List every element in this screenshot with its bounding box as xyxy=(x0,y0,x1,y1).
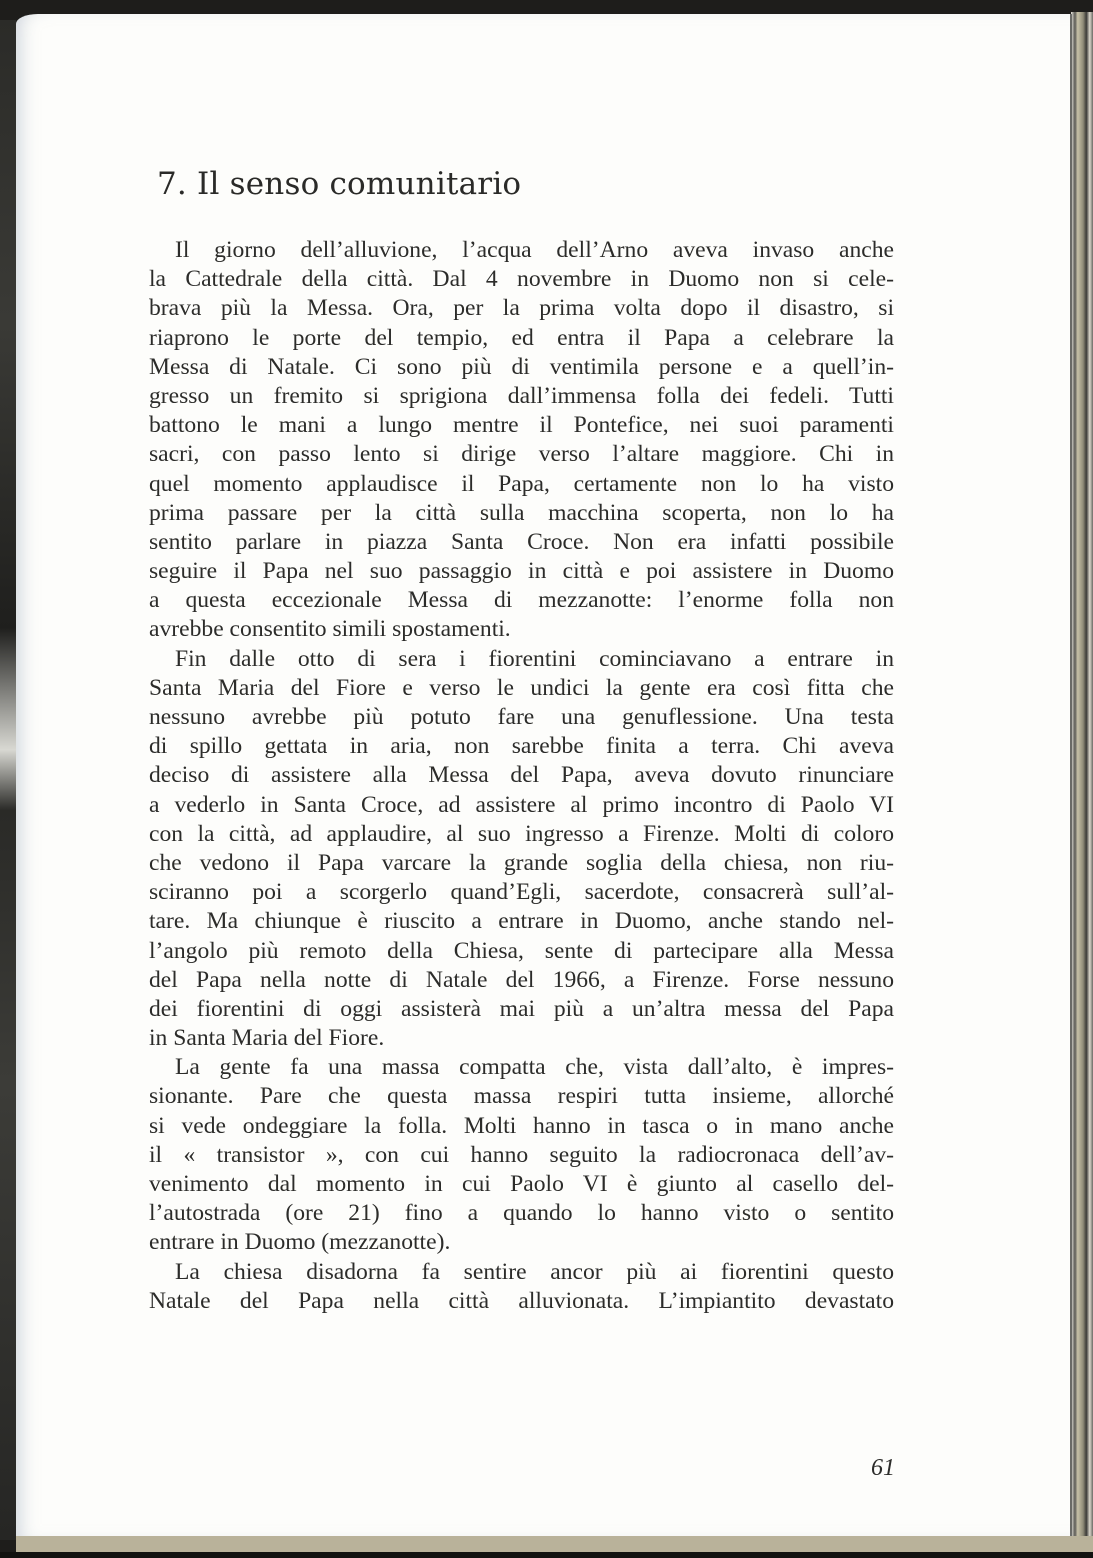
facing-page-edge xyxy=(0,20,16,1540)
text-line: seguire il Papa nel suo passaggio in città e poi assistere in Duomo xyxy=(149,558,894,585)
text-line: riaprono le porte del tempio, ed entra il Papa a celebrare la xyxy=(149,324,894,351)
paragraph xyxy=(149,236,894,645)
text-line: sentito parlare in piazza Santa Croce. Non era infatti possibile xyxy=(149,528,894,555)
text-line: dei fiorentini di oggi assisterà mai più a un’altra messa del Papa xyxy=(149,995,894,1022)
body-text xyxy=(149,236,894,1316)
text-line: sionante. Pare che questa massa respiri tutta insieme, allorché xyxy=(149,1083,894,1110)
text-line: Santa Maria del Fiore e verso le undici la gente era così fitta che xyxy=(149,674,894,701)
text-line: del Papa nella notte di Natale del 1966, a Firenze. Forse nessuno xyxy=(149,966,894,993)
text-line: Fin dalle otto di sera i fiorentini cominciavano a entrare in xyxy=(175,645,894,672)
paragraph xyxy=(149,645,894,1054)
text-line: a vederlo in Santa Croce, ad assistere al primo incontro di Paolo VI xyxy=(149,791,894,818)
text-line: Messa di Natale. Ci sono più di ventimila persone e a quell’in- xyxy=(149,353,894,380)
text-line: tare. Ma chiunque è riuscito a entrare in Duomo, anche stando nel- xyxy=(149,908,894,935)
paragraph xyxy=(149,1258,894,1316)
text-line: il « transistor », con cui hanno seguito la radiocronaca dell’av- xyxy=(149,1141,894,1168)
text-line: sacri, con passo lento si dirige verso l’altare maggiore. Chi in xyxy=(149,441,894,468)
text-line: brava più la Messa. Ora, per la prima volta dopo il disastro, si xyxy=(149,295,894,322)
text-line: che vedono il Papa varcare la grande soglia della chiesa, non riu- xyxy=(149,849,894,876)
text-line: la Cattedrale della città. Dal 4 novembre in Duomo non si cele- xyxy=(149,266,894,293)
text-line: La gente fa una massa compatta che, vista dall’alto, è impres- xyxy=(175,1054,894,1081)
text-line: si vede ondeggiare la folla. Molti hanno in tasca o in mano anche xyxy=(149,1112,894,1139)
chapter-title: 7. Il senso comunitario xyxy=(157,166,522,202)
page-stack-edge xyxy=(1071,12,1093,1542)
text-line: l’angolo più remoto della Chiesa, sente di partecipare alla Messa xyxy=(149,937,894,964)
text-line: nessuno avrebbe più potuto fare una genuflessione. Una testa xyxy=(149,704,894,730)
text-line: con la città, ad applaudire, al suo ingresso a Firenze. Molti di coloro xyxy=(149,820,894,847)
text-line: La chiesa disadorna fa sentire ancor più ai fiorentini questo xyxy=(175,1258,894,1285)
text-line: gresso un fremito si sprigiona dall’immensa folla dei fedeli. Tutti xyxy=(149,382,894,409)
paragraph xyxy=(149,1053,894,1257)
text-line: battono le mani a lungo mentre il Pontefice, nei suoi paramenti xyxy=(149,412,894,439)
text-line: Il giorno dell’alluvione, l’acqua dell’Arno aveva invaso anche xyxy=(175,237,894,263)
text-line: avrebbe consentito simili spostamenti. xyxy=(149,616,511,643)
text-line: Natale del Papa nella città alluvionata. L’impiantito devastato xyxy=(149,1287,894,1314)
text-line: di spillo gettata in aria, non sarebbe finita a terra. Chi aveva xyxy=(149,733,894,760)
text-line: venimento dal momento in cui Paolo VI è giunto al casello del- xyxy=(149,1171,894,1197)
text-line: deciso di assistere alla Messa del Papa, aveva dovuto rinunciare xyxy=(149,762,894,789)
text-line: a questa eccezionale Messa di mezzanotte: l’enorme folla non xyxy=(149,587,894,614)
text-line: in Santa Maria del Fiore. xyxy=(149,1025,385,1052)
scan-border xyxy=(0,1552,1093,1558)
book-page xyxy=(16,14,1072,1536)
text-line: sciranno poi a scorgerlo quand’Egli, sacerdote, consacrerà sull’al- xyxy=(149,879,894,906)
text-line: entrare in Duomo (mezzanotte). xyxy=(149,1229,451,1256)
text-line: prima passare per la città sulla macchina scoperta, non lo ha xyxy=(149,499,894,526)
page-number: 61 xyxy=(871,1455,895,1481)
text-line: l’autostrada (ore 21) fino a quando lo hanno visto o sentito xyxy=(149,1200,894,1227)
text-line: quel momento applaudisce il Papa, certamente non lo ha visto xyxy=(149,470,894,497)
